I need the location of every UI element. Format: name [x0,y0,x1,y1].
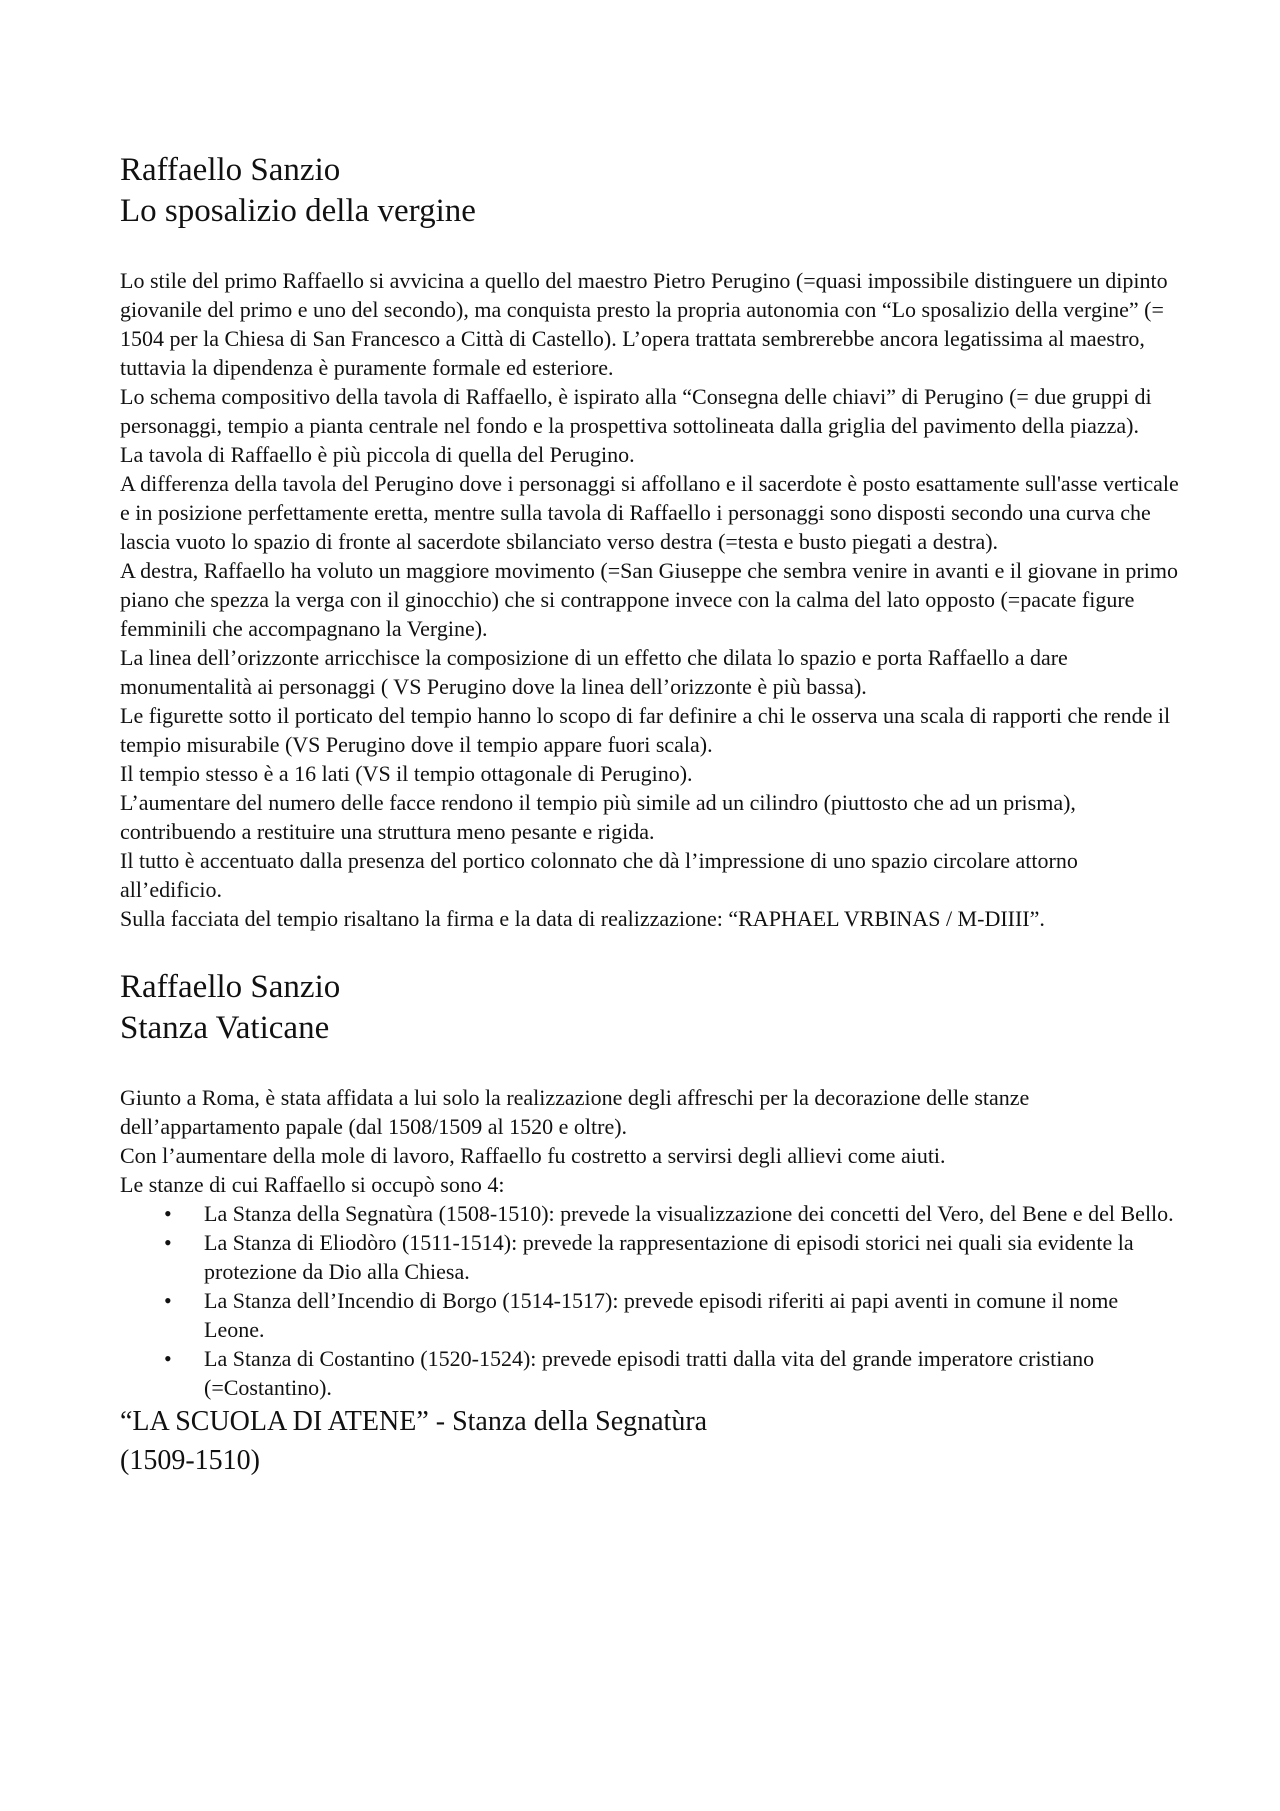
paragraph: La tavola di Raffaello è più piccola di quella del Perugino. [120,442,635,467]
paragraph: Giunto a Roma, è stata affidata a lui solo la realizzazione degli affreschi per la decorazione delle stanze dell’appartamento papale (dal 1508/1509 al 1520 e oltre). [120,1085,1030,1139]
paragraph: A differenza della tavola del Perugino dove i personaggi si affollano e il sacerdote è posto esattamente sull'asse verticale e in posizione perfettamente eretta, mentre sulla tavola di Raffaello i personaggi sono disposti secondo una curva che lascia vuoto lo spazio di fronte al sacerdote sbilanciato verso destra (=testa e busto piegati a destra). [120,471,1179,554]
section-heading [120,967,1180,1049]
document-page [120,150,1180,1480]
section-body [120,1083,1180,1480]
paragraph: A destra, Raffaello ha voluto un maggiore movimento (=San Giuseppe che sembra venire in avanti e il giovane in primo piano che spezza la verga con il ginocchio) che si contrappone invece con la calma del lato opposto (=pacate figure femminili che accompagnano la Vergine). [120,558,1178,641]
section-heading [120,150,1180,232]
list-item-text: La Stanza di Eliodòro (1511-1514): prevede la rappresentazione di episodi storici nei quali sia evidente la protezione da Dio alla Chiesa. [204,1230,1134,1284]
list-item-text: La Stanza di Costantino (1520-1524): prevede episodi tratti dalla vita del grande imperatore cristiano (=Costantino). [204,1346,1095,1400]
paragraph: Il tempio stesso è a 16 lati (VS il tempio ottagonale di Perugino). [120,761,693,786]
list-item-text: La Stanza della Segnatùra (1508-1510): prevede la visualizzazione dei concetti del Vero, del Bene e del Bello. [204,1201,1174,1226]
list-item [120,1199,1180,1228]
list-item-text: La Stanza dell’Incendio di Borgo (1514-1517): prevede episodi riferiti ai papi aventi in comune il nome Leone. [204,1288,1119,1342]
bullet-icon: • [164,1346,172,1371]
scuola-di-atene-heading [120,1402,1180,1480]
paragraph: Lo schema compositivo della tavola di Raffaello, è ispirato alla “Consegna delle chiavi” di Perugino (= due gruppi di personaggi, tempio a pianta centrale nel fondo e la prospettiva sottolineata dalla griglia del pavimento della piazza). [120,384,1152,438]
paragraph: Lo stile del primo Raffaello si avvicina a quello del maestro Pietro Perugino (=quasi impossibile distinguere un dipinto giovanile del primo e uno del secondo), ma conquista presto la propria autonomia con “Lo sposalizio della vergine” (= 1504 per la Chiesa di San Francesco a Città di Castello). L’opera trattata sembrerebbe ancora legatissima al maestro, tuttavia la dipendenza è puramente formale ed esteriore. [120,268,1168,380]
bullet-icon: • [164,1230,172,1255]
section-sposalizio [120,150,1180,933]
scuola-heading-line: “LA SCUOLA DI ATENE” - Stanza della Segnatùra [120,1406,708,1437]
paragraph: L’aumentare del numero delle facce rendono il tempio più simile ad un cilindro (piuttosto che ad un prisma), contribuendo a restituire una struttura meno pesante e rigida. [120,790,1076,844]
section-work-title: Lo sposalizio della vergine [120,193,476,229]
section-author-title: Raffaello Sanzio [120,152,341,188]
paragraph: Le stanze di cui Raffaello si occupò sono 4: [120,1172,505,1197]
bullet-icon: • [164,1288,172,1313]
section-author-title: Raffaello Sanzio [120,969,341,1005]
list-item [120,1344,1180,1402]
section-work-title: Stanza Vaticane [120,1010,330,1046]
paragraph: Il tutto è accentuato dalla presenza del portico colonnato che dà l’impressione di uno spazio circolare attorno all’edificio. [120,848,1078,902]
paragraph: Le figurette sotto il porticato del tempio hanno lo scopo di far definire a chi le osserva una scala di rapporti che rende il tempio misurabile (VS Perugino dove il tempio appare fuori scala). [120,703,1171,757]
paragraph: Con l’aumentare della mole di lavoro, Raffaello fu costretto a servirsi degli allievi come aiuti. [120,1143,946,1168]
list-item [120,1286,1180,1344]
rooms-list [120,1199,1180,1402]
scuola-heading-dates: (1509-1510) [120,1445,260,1476]
paragraph: Sulla facciata del tempio risaltano la firma e la data di realizzazione: “RAPHAEL VRBINAS / M-DIIII”. [120,906,1045,931]
paragraph: La linea dell’orizzonte arricchisce la composizione di un effetto che dilata lo spazio e porta Raffaello a dare monumentalità ai personaggi ( VS Perugino dove la linea dell’orizzonte è più bassa). [120,645,1068,699]
section-stanze-vaticane [120,967,1180,1480]
section-body [120,266,1180,933]
bullet-icon: • [164,1201,172,1226]
list-item [120,1228,1180,1286]
